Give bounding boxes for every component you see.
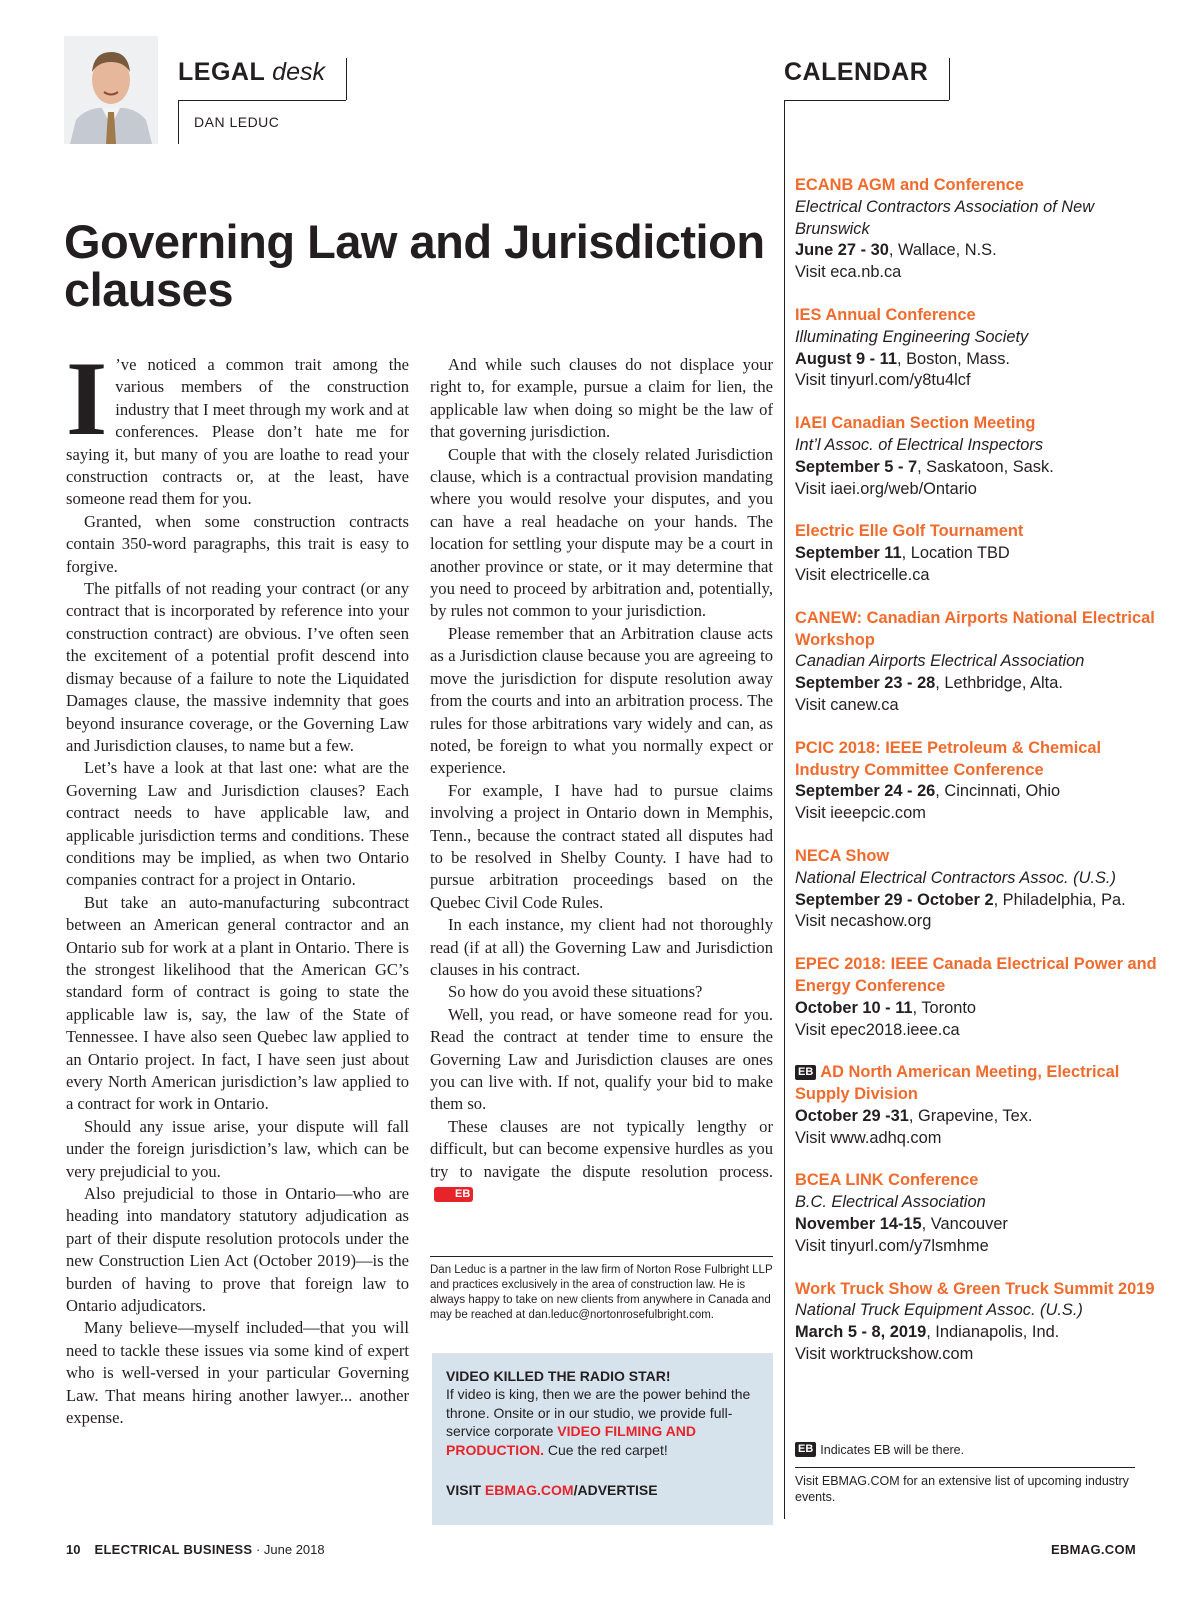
article-paragraph: Well, you read, or have someone read for you. Read the contract at tender time to ensure the Governing Law and Jurisdiction clauses are ones you can live with. If not, qualify your bid to make them so. xyxy=(430,1004,773,1114)
promo-visit-domain: EBMAG.COM xyxy=(484,1482,574,1499)
promo-body xyxy=(446,1385,759,1459)
bio-divider xyxy=(430,1256,773,1257)
promo-visit-link[interactable] xyxy=(446,1481,759,1499)
author-portrait-icon xyxy=(64,36,158,144)
section-header xyxy=(178,58,325,87)
eb-attending-icon: EB xyxy=(795,1065,816,1080)
calendar-event xyxy=(795,1062,1165,1149)
event-website[interactable]: Visit tinyurl.com/y8tu4lcf xyxy=(795,371,971,390)
event-date-location xyxy=(795,781,1165,803)
event-date-location xyxy=(795,543,1165,565)
event-location: , Location TBD xyxy=(901,544,1010,563)
header-divider xyxy=(346,58,347,100)
event-website[interactable]: Visit necashow.org xyxy=(795,912,932,931)
event-date-location xyxy=(795,890,1165,912)
event-name: NECA Show xyxy=(795,846,890,865)
header-divider xyxy=(178,100,179,144)
event-date-location xyxy=(795,673,1165,695)
event-name-row xyxy=(795,1062,1165,1106)
event-website[interactable]: Visit electricelle.ca xyxy=(795,565,930,584)
calendar-legend xyxy=(795,1442,964,1457)
event-date: September 29 - October 2 xyxy=(795,890,994,909)
drop-cap: I xyxy=(66,340,108,457)
article-paragraph: The pitfalls of not reading your contract (or any contract that is incorporated by reference into your construction contract) are obvious. I’ve often seen the excitement of a potential profit descend into dismay because of a failure to note the Liquidated Damages clause, the massive indemnity that goes beyond insurance coverage, or the Governing Law and Jurisdiction clauses, to name but a few. xyxy=(66,579,409,755)
article-paragraph: Granted, when some construction contracts contain 350-word paragraphs, this trait is easy to forgive. xyxy=(66,511,409,576)
article-paragraph: In each instance, my client had not thoroughly read (if at all) the Governing Law and Jurisdiction clauses in his contract. xyxy=(430,915,773,979)
promo-box xyxy=(432,1353,773,1525)
event-website[interactable]: Visit canew.ca xyxy=(795,695,899,714)
event-date: September 5 - 7 xyxy=(795,457,918,476)
article-paragraph: Many believe—myself included—that you will need to tackle these issues via some kind of expert who is well-versed in your particular Governing Law. That means hiring another lawyer... another expense. xyxy=(66,1318,409,1428)
calendar-event xyxy=(795,175,1165,284)
article-column-1 xyxy=(66,340,409,1430)
legend-text: Indicates EB will be there. xyxy=(820,1443,965,1457)
article-paragraph: Should any issue arise, your dispute will fall under the foreign jurisdiction’s law, which can be very prejudicial to you. xyxy=(66,1116,409,1181)
event-date: October 29 -31 xyxy=(795,1106,909,1125)
article-paragraph: Also prejudicial to those in Ontario—who are heading into mandatory statutory adjudication as part of their dispute resolution protocols under the new Construction Lien Act (October 2019)—is the burden of having to prove that foreign law to Ontario adjudicators. xyxy=(66,1184,409,1316)
event-name: Work Truck Show & Green Truck Summit 2019 xyxy=(795,1279,1155,1298)
paragraph-text: These clauses are not typically lengthy or difficult, but can become expensive hurdles as you try to navigate the dispute resolution process. xyxy=(430,1116,773,1181)
event-website[interactable]: Visit ieeepcic.com xyxy=(795,804,926,823)
event-name: BCEA LINK Conference xyxy=(795,1171,979,1190)
article-paragraph: But take an auto-manufacturing subcontract between an American general contractor and an Ontario sub for work at a plant in Ontario. There is the strongest likelihood that the American GC’s standard form of contract is going to state the applicable law is, say, the law of the State of Tennessee. I have also seen Quebec law applied to an Ontario project. In fact, I have seen just about every North American jurisdiction’s law applied to a contract for work in Ontario. xyxy=(66,892,409,1114)
event-name: IES Annual Conference xyxy=(795,305,976,324)
event-name: IAEI Canadian Section Meeting xyxy=(795,414,1036,433)
event-date-location xyxy=(795,1214,1165,1236)
event-location: , Vancouver xyxy=(921,1215,1008,1234)
promo-title: VIDEO KILLED THE RADIO STAR! xyxy=(446,1368,671,1384)
event-location: , Wallace, N.S. xyxy=(888,241,997,260)
calendar-list xyxy=(795,175,1165,1387)
calendar-footnote: Visit EBMAG.COM for an extensive list of upcoming industry events. xyxy=(795,1474,1129,1504)
event-location: , Indianapolis, Ind. xyxy=(926,1323,1060,1342)
article-paragraph: Let’s have a look at that last one: what are the Governing Law and Jurisdiction clauses? Each contract needs to have applicable law, and applicable jurisdiction terms and conditions. These conditions may be implied, as when two Ontario companies contract for a project in Ontario. xyxy=(66,758,409,890)
page-number: 10 xyxy=(66,1542,81,1557)
footer-site-link[interactable]: EBMAG.COM xyxy=(1050,1542,1136,1557)
calendar-event xyxy=(795,413,1165,500)
article-title: Governing Law and Jurisdiction clauses xyxy=(64,215,765,316)
event-name: AD North American Meeting, Electrical Supply Division xyxy=(795,1063,1120,1104)
article-paragraph: Please remember that an Arbitration clause acts as a Jurisdiction clause because you are agreeing to move the jurisdiction for dispute resolution away from the courts and into an arbitration process. The rules for those arbitrations vary widely and can, as noted, be foreign to what you normally expect or experience. xyxy=(430,623,773,778)
event-location: , Grapevine, Tex. xyxy=(908,1106,1033,1125)
article-column-2 xyxy=(430,354,773,1205)
eb-attending-icon: EB xyxy=(795,1442,816,1457)
issue-date: · June 2018 xyxy=(252,1542,325,1557)
event-organizer: Illuminating Engineering Society xyxy=(795,327,1029,346)
event-name: PCIC 2018: IEEE Petroleum & Chemical Industry Committee Conference xyxy=(795,738,1102,779)
promo-visit-suffix: /ADVERTISE xyxy=(573,1482,658,1499)
author-byline: DAN LEDUC xyxy=(194,114,280,130)
event-organizer: National Truck Equipment Assoc. (U.S.) xyxy=(795,1301,1083,1320)
event-date: September 11 xyxy=(795,544,902,563)
promo-visit-prefix: VISIT xyxy=(446,1482,482,1499)
author-photo xyxy=(64,36,158,144)
event-location: , Saskatoon, Sask. xyxy=(917,457,1054,476)
event-date: September 24 - 26 xyxy=(795,782,936,801)
event-website[interactable]: Visit www.adhq.com xyxy=(795,1128,942,1147)
event-name: CANEW: Canadian Airports National Electrical Workshop xyxy=(795,608,1155,649)
event-name: Electric Elle Golf Tournament xyxy=(795,522,1024,541)
event-website[interactable]: Visit tinyurl.com/y7lsmhme xyxy=(795,1236,989,1255)
calendar-divider xyxy=(949,58,950,100)
event-website[interactable]: Visit eca.nb.ca xyxy=(795,263,902,282)
event-date-location xyxy=(795,998,1165,1020)
event-location: , Toronto xyxy=(912,998,977,1017)
calendar-divider xyxy=(784,100,949,101)
event-organizer: B.C. Electrical Association xyxy=(795,1193,986,1212)
event-website[interactable]: Visit iaei.org/web/Ontario xyxy=(795,479,977,498)
promo-highlight: VIDEO FILMING AND PRODUCTION. xyxy=(446,1423,696,1458)
article-paragraph: Couple that with the closely related Jurisdiction clause, which is a contractual provision mandating where you would resolve your disputes, and you can have a real headache on your hands. The location for settling your dispute may be a court in another province or state, or it may determine that you need to proceed by arbitration and, potentially, by rules not common to your jurisdiction. xyxy=(430,444,773,621)
event-location: , Boston, Mass. xyxy=(897,349,1010,368)
article-paragraph xyxy=(430,1116,773,1206)
event-organizer: National Electrical Contractors Assoc. (U.S.) xyxy=(795,868,1116,887)
calendar-event xyxy=(795,1170,1165,1257)
calendar-event xyxy=(795,954,1165,1041)
event-organizer: Int’l Assoc. of Electrical Inspectors xyxy=(795,435,1044,454)
event-organizer: Canadian Airports Electrical Association xyxy=(795,652,1085,671)
publication-name: ELECTRICAL BUSINESS xyxy=(94,1542,253,1557)
event-organizer: Electrical Contractors Association of New Brunswick xyxy=(795,197,1095,238)
calendar-event xyxy=(795,738,1165,825)
author-bio: Dan Leduc is a partner in the law firm of Norton Rose Fulbright LLP and practices exclusively in the area of construction law. He is always happy to take on new clients from anywhere in Canada and may be reached at dan.leduc@nortonrosefulbright.com. xyxy=(430,1264,773,1321)
event-date: August 9 - 11 xyxy=(795,349,898,368)
event-date: October 10 - 11 xyxy=(795,998,913,1017)
event-date: June 27 - 30 xyxy=(795,241,889,260)
calendar-event xyxy=(795,608,1165,717)
event-date-location xyxy=(795,349,1165,371)
event-date-location xyxy=(795,240,1165,262)
calendar-event xyxy=(795,305,1165,392)
event-date-location xyxy=(795,457,1165,479)
paragraph-text: ’ve noticed a common trait among the various members of the construction industry that I meet through my work and at conferences. Please don’t hate me for saying it, but many of you are loathe to read your construction contracts or, at the least, have someone read them for you. xyxy=(66,355,409,509)
event-name: ECANB AGM and Conference xyxy=(795,176,1024,194)
article-paragraph: So how do you avoid these situations? xyxy=(448,982,703,1002)
article-paragraph: For example, I have had to pursue claims involving a project in Ontario down in Memphis, Tenn., because the contract stated all disputes had to be resolved in Shelby County. I have had to pursue arbitration proceedings based on the Quebec Civil Code Rules. xyxy=(430,780,773,912)
event-date-location xyxy=(795,1322,1165,1344)
eb-end-mark-icon: EB xyxy=(434,1187,473,1202)
event-date-location xyxy=(795,1106,1165,1128)
promo-text: If video is king, then we are the power behind the throne. Onsite or in our studio, we provide full-service corporate xyxy=(446,1386,751,1440)
calendar-divider xyxy=(784,100,785,1519)
calendar-event xyxy=(795,1279,1165,1366)
article-paragraph xyxy=(66,340,409,511)
event-date: November 14-15 xyxy=(795,1215,922,1234)
event-name: EPEC 2018: IEEE Canada Electrical Power and Energy Conference xyxy=(795,955,1157,995)
page-footer xyxy=(66,1542,325,1557)
article-paragraph: And while such clauses do not displace your right to, for example, pursue a claim for lien, the applicable law when doing so might be the law of that governing jurisdiction. xyxy=(430,355,773,442)
event-location: , Lethbridge, Alta. xyxy=(935,674,1063,693)
legend-divider xyxy=(795,1467,1135,1468)
promo-tail: Cue the red carpet! xyxy=(547,1441,668,1458)
section-label-italic: desk xyxy=(272,58,325,86)
event-location: , Philadelphia, Pa. xyxy=(993,890,1126,909)
calendar-header: CALENDAR xyxy=(784,58,929,86)
event-date: March 5 - 8, 2019 xyxy=(795,1323,927,1342)
event-location: , Cincinnati, Ohio xyxy=(935,782,1061,801)
event-website[interactable]: Visit worktruckshow.com xyxy=(795,1345,974,1364)
calendar-event xyxy=(795,846,1165,933)
event-date: September 23 - 28 xyxy=(795,674,936,693)
event-website[interactable]: Visit epec2018.ieee.ca xyxy=(795,1020,960,1039)
section-label-bold: LEGAL xyxy=(178,58,266,86)
header-divider xyxy=(178,100,346,101)
calendar-event xyxy=(795,521,1165,586)
